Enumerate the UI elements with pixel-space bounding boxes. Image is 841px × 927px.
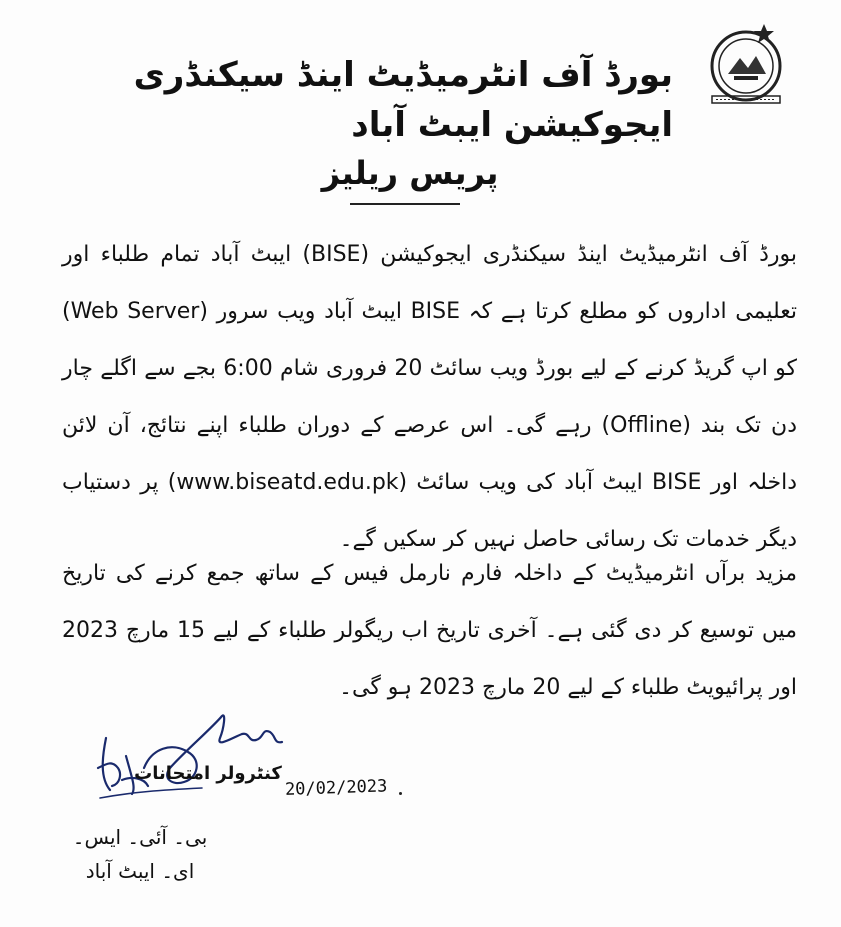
board-crest-logo — [700, 18, 792, 110]
signature-dot — [399, 792, 402, 795]
signature-date: 20/02/2023 — [284, 776, 388, 800]
body-paragraph-2: مزید برآں انٹرمیڈیٹ کے داخلہ فارم نارمل فیس کے ساتھ جمع کرنے کی تاریخ میں توسیع کر دی گئی ہے۔ آخری تاریخ اب ریگولر طلباء کے لیے 15 مارچ 2023 اور پرائیویٹ طلباء کے لیے 20 مارچ 2023 ہو گی۔ — [62, 561, 797, 700]
signatory-title: کنٹرولر امتحانات — [134, 763, 282, 784]
press-title-underline — [350, 203, 460, 205]
board-heading: بورڈ آف انٹرمیڈیٹ اینڈ سیکنڈری ایجوکیشن ایبٹ آباد — [133, 55, 673, 145]
board-abbreviation: بی۔ آئی۔ ایس۔ ای۔ ایبٹ آباد — [72, 825, 208, 883]
handwritten-signature — [92, 698, 312, 808]
body-paragraph-1: بورڈ آف انٹرمیڈیٹ اینڈ سیکنڈری ایجوکیشن (BISE) ایبٹ آباد تمام طلباء اور تعلیمی اداروں کو مطلع کرتا ہے کہ BISE ایبٹ آباد ویب سرور (Web Server) کو اپ گریڈ کرنے کے لیے بورڈ ویب سائٹ 20 فروری شام 6:00 بجے سے اگلے چار دن تک بند (Offline) رہے گی۔ اس عرصے کے دوران طلباء اپنے نتائج، آن لائن داخلہ اور BISE ایبٹ آباد کی ویب سائٹ (www.biseatd.edu.pk) پر دستیاب دیگر خدمات تک رسائی حاصل نہیں کر سکیں گے۔ — [62, 242, 798, 552]
press-release-title: پریس ریلیز — [321, 154, 499, 192]
